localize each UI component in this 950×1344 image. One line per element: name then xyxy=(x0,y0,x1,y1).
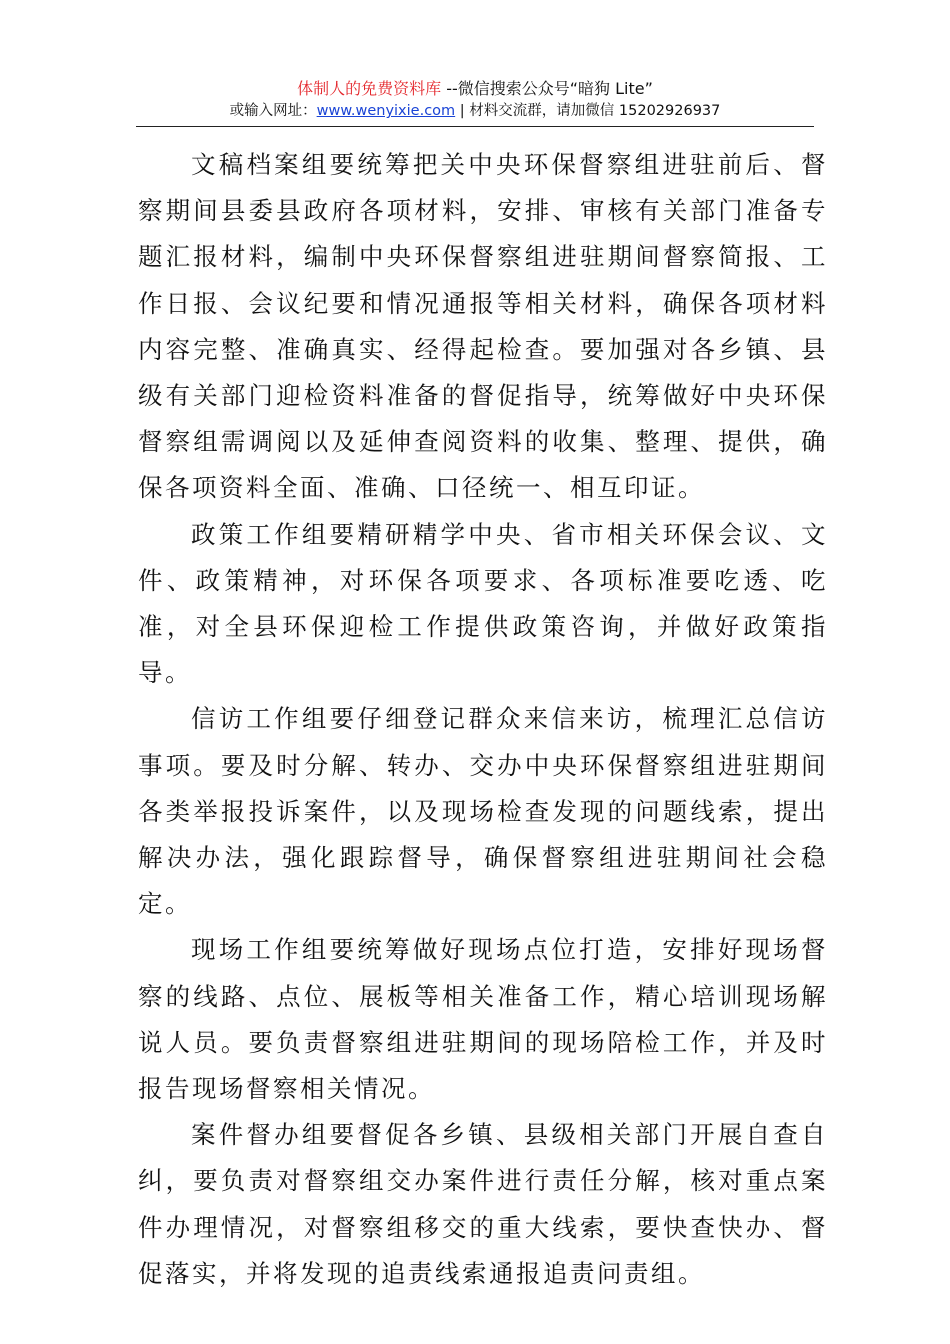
brand-title: 体制人的免费资料库 xyxy=(297,79,442,98)
header-line-2 xyxy=(136,100,814,122)
header-line-1 xyxy=(136,78,814,100)
header-separator: | xyxy=(455,103,470,119)
paragraph-policy-group: 政策工作组要精研精学中央、省市相关环保会议、文件、政策精神，对环保各项要求、各项标准要吃透、吃准，对全县环保迎检工作提供政策咨询，并做好政策指导。 xyxy=(138,519,828,688)
paragraph-archives-group: 文稿档案组要统筹把关中央环保督察组进驻前后、督察期间县委县政府各项材料，安排、审核有关部门准备专题汇报材料，编制中央环保督察组进驻期间督察简报、工作日报、会议纪要和情况通报等相关材料，确保各项材料内容完整、准确真实、经得起检查。要加强对各乡镇、县级有关部门迎检资料准备的督促指导，统筹做好中央环保督察组需调阅以及延伸查阅资料的收集、整理、提供，确保各项资料全面、准确、口径统一、相互印证。 xyxy=(138,150,828,503)
wechat-note: --微信搜索公众号“暗狗 Lite” xyxy=(441,79,653,98)
paragraph-onsite-group: 现场工作组要统筹做好现场点位打造，安排好现场督察的线路、点位、展板等相关准备工作，精心培训现场解说人员。要负责督察组进驻期间的现场陪检工作，并及时报告现场督察相关情况。 xyxy=(138,935,828,1104)
paragraph-case-supervision-group: 案件督办组要督促各乡镇、县级相关部门开展自查自纠，要负责对督察组交办案件进行责任分解，核对重点案件办理情况，对督察组移交的重大线索，要快查快办、督促落实，并将发现的追责线索通报追责问责组。 xyxy=(138,1120,828,1288)
group-note: 材料交流群，请加微信 15202926937 xyxy=(469,103,721,119)
paragraph-petition-group: 信访工作组要仔细登记群众来信来访，梳理汇总信访事项。要及时分解、转办、交办中央环保督察组进驻期间各类举报投诉案件，以及现场检查发现的问题线索，提出解决办法，强化跟踪督导，确保督察组进驻期间社会稳定。 xyxy=(138,704,828,919)
website-link[interactable]: www.wenyixie.com xyxy=(316,103,456,119)
document-body xyxy=(138,142,828,1297)
header-divider xyxy=(136,126,814,127)
page-header xyxy=(136,78,814,122)
url-label: 或输入网址： xyxy=(229,103,317,119)
